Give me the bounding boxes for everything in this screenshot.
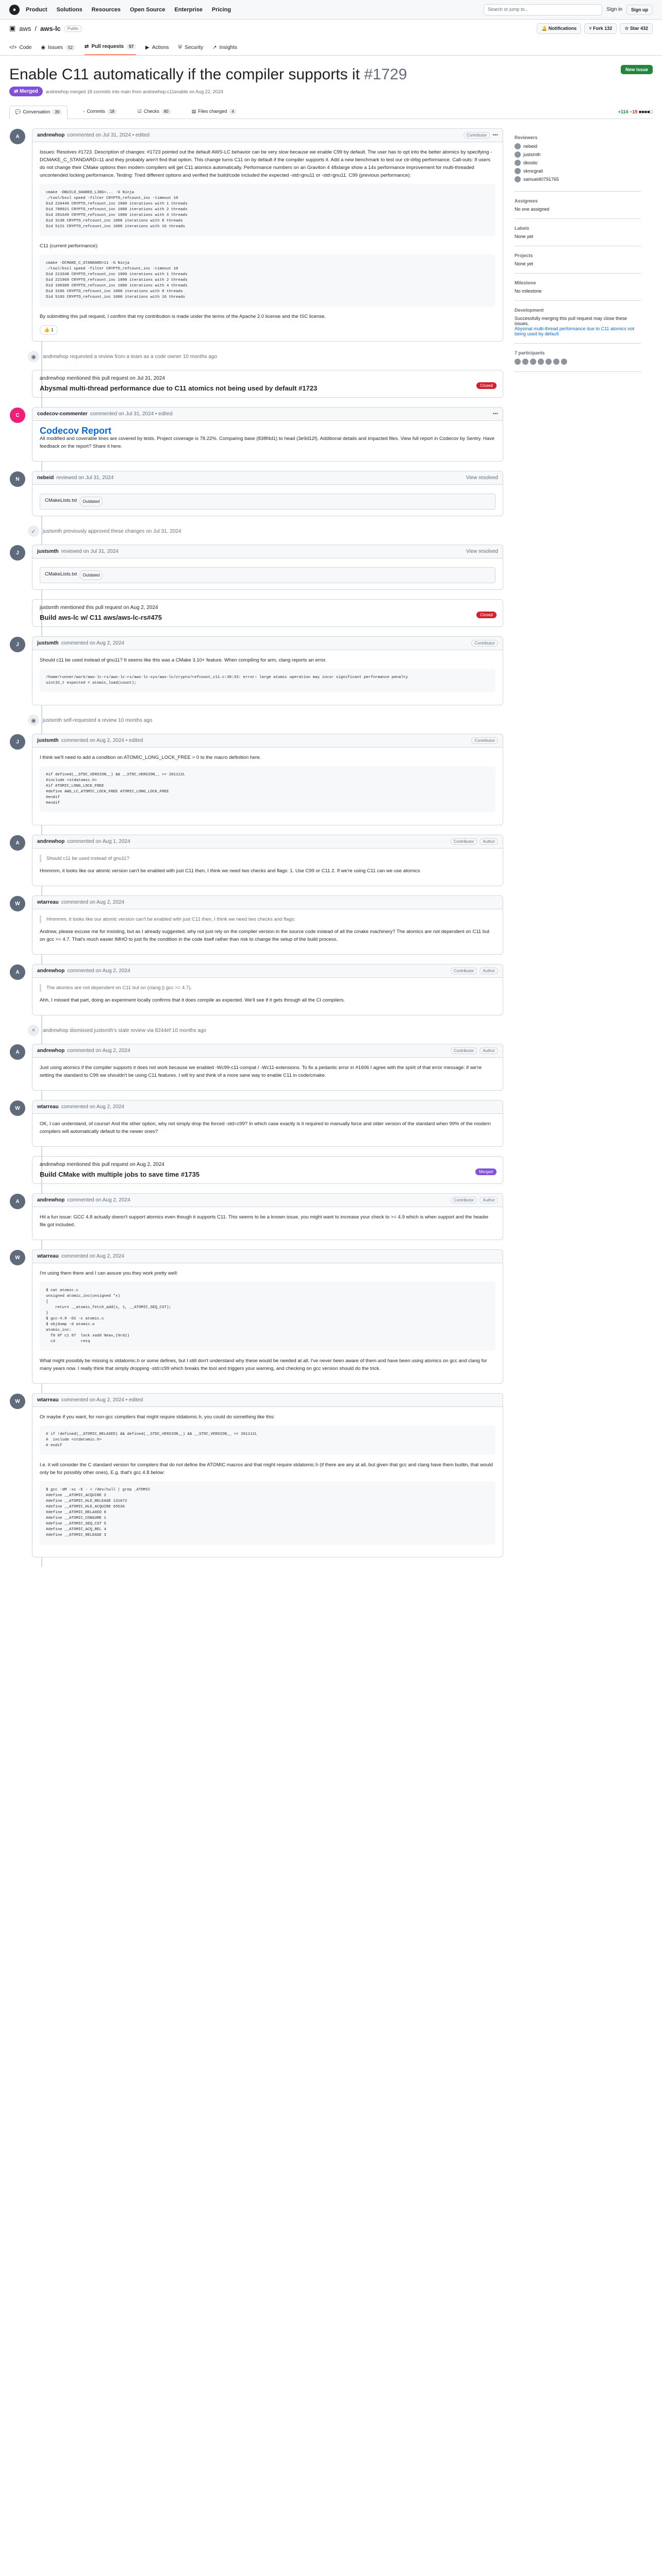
participant-avatars (515, 359, 641, 365)
eye-icon: ◉ (28, 715, 39, 726)
nav-item[interactable]: Product (26, 6, 47, 13)
avatar: J (10, 637, 25, 652)
timeline-comment: A andrewhop commented on Aug 2, 2024 Contributor Author The atomics are not dependent on C11 but on (clang || gcc >= 4.7). Ahh, I missed that part, doing an experiment locally confirms that it does compile as expected. We'll see if it gets through all the CI compilers. (32, 964, 503, 1015)
global-header (0, 0, 662, 20)
reviewer[interactable]: dkostic (515, 160, 641, 166)
mentioned-card[interactable]: justsmth mentioned this pull request on Aug 2, 2024 Build aws-lc w/ C11 aws/aws-lc-rs#475 Closed (32, 599, 503, 627)
merged-status-badge: ⇄ Merged (9, 87, 43, 96)
timeline-comment: J justsmth commented on Aug 2, 2024 • edited Contributor I think we'll need to add a condition on ATOMIC_LONG_LOCK_FREE > 0 to the macro definition here. #if defined(__STDC_VERSION__) && __STDC_VERSION__ >= 201112L #include <stdatomic.h> #if ATOMIC_LONG_LOCK_FREE #define AWS_LC_ATOMIC_LOCK_FREE ATOMIC_LONG_LOCK_FREE #endif #endif (32, 734, 503, 825)
timeline-comment: J justsmth commented on Aug 2, 2024 Contributor Should c11 be used instead of gnu11? It seems like this was a CMake 3.10+ feature. When compiling for arm, clang reports an error. /home/runner/work/aws-lc-rs/aws-lc-rs/aws-lc-sys/aws-lc/crypto/refcount_c11.c:38:33: error: large atomic operation may incur significant performance penalty uint32_t expected = atomic_load(count); (32, 636, 503, 705)
more-icon: ••• (492, 411, 498, 417)
pull-request-title: Enable C11 automatically if the compiler supports it #1729 (9, 66, 407, 83)
avatar: A (10, 1194, 25, 1209)
avatar: W (10, 1394, 25, 1409)
timeline-event: × andrewhop dismissed justsmth's stale review via 8244ef 10 months ago (28, 1025, 503, 1036)
code-block: cmake -DCMAKE_C_STANDARD=11 -G Ninja ./tool/bssl speed -filter CRYPTO_refcount_inc -timeout 10 Did 213348 CRYPTO_refcount_inc 1000 iterations with 1 threads Did 221969 CRYPTO_refcount_inc 1000 iterations with 2 threads Did 109309 CRYPTO_refcount_inc 1000 iterations with 4 threads Did 3106 CRYPTO_refcount_inc 1000 iterations with 8 threads Did 5193 CRYPTO_refcount_inc 1000 iterations with 16 threads (40, 255, 495, 307)
avatar: A (10, 835, 25, 851)
graph-icon: ↗ (212, 45, 217, 50)
check-icon: ✓ (28, 526, 39, 537)
avatar: W (10, 1250, 25, 1265)
mentioned-card[interactable]: andrewhop mentioned this pull request on Jul 31, 2024 Abysmal multi-thread performance due to C11 atomics not being used by default #1723 Closed (32, 370, 503, 398)
search-input[interactable]: Search or jump to... (484, 4, 602, 15)
global-nav (26, 7, 231, 13)
tab-issues[interactable]: ◉ Issues 52 (41, 45, 75, 55)
new-issue-button[interactable]: New issue (621, 65, 653, 74)
nav-item[interactable]: Pricing (211, 6, 231, 13)
review-comment: J justsmth reviewed on Jul 31, 2024 View resolved CMakeLists.txt Outdated (32, 545, 503, 590)
timeline-comment: A andrewhop commented on Aug 2, 2024 Contributor Author Hit a fun issue: GCC 4.8 actually doesn't support atomics even though it supports C11. This seems to be a known issue, you might want to increase your check to >= 4.9 which is when support and the header file got included. (32, 1193, 503, 1240)
sign-in-link[interactable]: Sign in (606, 7, 622, 12)
pull-request-tabs (9, 103, 653, 119)
star-button[interactable]: ☆ Star 432 (620, 23, 653, 34)
repository-header: ▣ aws / aws-lc Public 🔔 Notifications ⑂ Fork 132 ☆ Star 432 (0, 20, 662, 37)
avatar[interactable]: C (10, 408, 25, 423)
shield-icon: ⛨ (178, 45, 183, 50)
issue-icon: ◉ (41, 45, 46, 50)
nav-item[interactable]: Solutions (56, 6, 82, 13)
repo-name[interactable]: aws-lc (40, 24, 61, 32)
avatar: J (10, 734, 25, 750)
repo-icon: ▣ (9, 24, 16, 32)
nav-item[interactable]: Open Source (129, 6, 166, 13)
tab-files-changed[interactable]: ▤ Files changed 4 (187, 109, 242, 118)
tab-commits[interactable]: ◦ Commits 18 (78, 109, 122, 118)
tab-security[interactable]: ⛨ Security (178, 45, 204, 50)
nav-item[interactable]: Resources (91, 6, 121, 13)
reviewer[interactable]: skmcgrail (515, 168, 641, 174)
mentioned-card[interactable]: andrewhop mentioned this pull request on Aug 2, 2024 Build CMake with multiple jobs to save time #1735 Merged (32, 1156, 503, 1184)
pull-request-icon: ⇄ (84, 44, 89, 49)
pull-request-meta: ⇄ Merged andrewhop merged 18 commits into main from andrewhop:c11enable on Aug 22, 2024 (9, 87, 653, 96)
repo-owner[interactable]: aws (19, 24, 31, 32)
timeline-comment: W wtarreau commented on Aug 2, 2024 OK, I can understand, of course! And the other option, why not simply drop the forced -std=c99? In which case exactly is it required to manually force and older version of the standard when 99% of the modern compilers will automatically default to the newer ones? (32, 1100, 503, 1147)
repository-tabs (0, 37, 662, 56)
play-icon: ▶ (145, 45, 150, 50)
codecov-comment: C codecov-commenter commented on Jul 31, 2024 • edited ••• Codecov Report All modified and coverable lines are covered by tests. Project coverage is 78.22%. Comparing base (838f4d1) to head (3e9d12f). Additional details and impacted files. View full report in Codecov by Sentry. Have feedback on the report? Share it here. (32, 407, 503, 462)
sign-up-button[interactable]: Sign up (626, 5, 653, 15)
tab-actions[interactable]: ▶ Actions (145, 45, 169, 50)
x-icon: × (28, 1025, 39, 1036)
timeline-comment: A andrewhop commented on Jul 31, 2024 • edited Contributor ••• Issues: Resolves #1723. Description of changes: #1723 pointed out the default AWS-LC behavior can be very slow because we enable C99 by default. The user has to opt into the better atomics by specifying -DCMAKE_C_STANDARD=11 and they probably aren't find that option. This change turns C11 on by default if the compiler supports it. Add a new benchmark to test our ctr-drbg performance. Call-outs: If users do not change their CMake options then modern compilers will get C11 atomics automatically. Performance numbers on an Graviton 4 48xlarge show a 14x performance improvement for multi-threaded uncontended locking performance. Testing: Tried different options and verified the build/code included the expected -std=gnu11 or -std=gnu11. C99 (previous performance): cmake -DBUILD_SHARED_LIBS=... -G Ninja ./tool/bssl speed -filter CRYPTO_refcount_inc -timeout 10 Did 210446 CRYPTO_refcount_inc 1000 iterations with 1 threads Did 788921 CRYPTO_refcount_inc 1000 iterations with 2 threads Did 281649 CRYPTO_refcount_inc 1000 iterations with 4 threads Did 3138 CRYPTO_refcount_inc 1000 iterations with 8 threads Did 5121 CRYPTO_refcount_inc 1000 iterations with 16 threads C11 (current performance): cmake -DCMAKE_C_STANDARD=11 -G Ninja ./tool/bssl speed -filter CRYPTO_refcount_inc -timeout 10 Did 213348 CRYPTO_refcount_inc 1000 iterations with 1 threads Did 221969 CRYPTO_refcount_inc 1000 iterations with 2 threads Did 109309 CRYPTO_refcount_inc 1000 iterations with 4 threads Did 3106 CRYPTO_refcount_inc 1000 iterations with 8 threads Did 5193 CRYPTO_refcount_inc 1000 iterations with 16 threads By submitting this pull request, I confirm that my contribution is made under the terms of the Apache 2.0 license and the ISC license. 👍 1 (32, 128, 503, 342)
avatar: J (10, 545, 25, 561)
avatar[interactable]: A (10, 129, 25, 144)
timeline-comment: W wtarreau commented on Aug 2, 2024 I'm using them there and I can assure you they work pretty well: $ cat atomic.c unsigned atomic_inc(unsigned *x) { return __atomic_fetch_add(x, 1, __ATOMIC_SEQ_CST); } $ gcc-4.8 -O2 -c atomic.c $ objdump -d atomic.o atomic_inc: f0 0f c1 07 lock xadd %eax,(%rdi) c3 retq What might possibly be missing is stdatomic.h or some defines, but I still don't understand why these would be needed at all. I've never been aware of them and have been using atomics on gcc and clang for many years now. I really think that simply dropping -std=c99 which breaks the tool and triggers your warning, and checking on gcc version should do the trick. (32, 1249, 503, 1384)
notifications-button[interactable]: 🔔 Notifications (537, 23, 581, 34)
timeline-comment: W wtarreau commented on Aug 2, 2024 • edited Or maybe if you want, for non-gcc compilers that might require stdatomic.h, you could do something like this: # if !defined(__ATOMIC_RELAXED) && defined(__STDC_VERSION__) && __STDC_VERSION__ >= 201112L # include <stdatomic.h> # endif I.e. it will consider the C standard version for compilers that do not define the ATOMIC macros and that might require stdatomic.h (if there are any at all, but given that gcc and clang have them builtin, that would only be for possibly other ones). E.g. that's gcc 4.8 below: $ gcc -dM -xc -E - < /dev/null | grep _ATOMIC #define __ATOMIC_ACQUIRE 2 #define __ATOMIC_HLE_RELEASE 131072 #define __ATOMIC_HLE_ACQUIRE 65536 #define __ATOMIC_RELAXED 0 #define __ATOMIC_CONSUME 1 #define __ATOMIC_SEQ_CST 5 #define __ATOMIC_ACQ_REL 4 #define __ATOMIC_RELEASE 3 (32, 1393, 503, 1557)
timeline-event: ◉ andrewhop requested a review from a team as a code owner 10 months ago (28, 351, 503, 362)
timeline-comment: A andrewhop commented on Aug 1, 2024 Contributor Author Should c11 be used instead of gnu11? Hmmmm, it looks like our atomic version can't be enabled with just C11 then, I think we need two checks and flags: 1. Use C99 or C11 2. If we're using C11 can we use atomics (32, 835, 503, 886)
code-icon: </> (9, 45, 17, 50)
pull-request-sidebar: Reviewers nebeid justsmth dkostic skmcgrail samuel40791765 Assignees No one assigned Labels None yet Projects None yet Milestone No milestone Development Successfully merging this pull request may close these issues. Abysmal multi-thread performance due to C11 atomics not being used by default 7 participants (515, 128, 641, 1567)
reaction-button[interactable]: 👍 1 (40, 325, 58, 335)
avatar: A (10, 1044, 25, 1060)
conversation-timeline (9, 128, 503, 1567)
avatar: W (10, 896, 25, 911)
review-comment: N nebeid reviewed on Jul 31, 2024 View resolved CMakeLists.txt Outdated (32, 471, 503, 516)
tab-code[interactable]: </> Code (9, 45, 32, 50)
linked-issue[interactable]: Abysmal multi-thread performance due to C11 atomics not being used by default (515, 326, 634, 336)
avatar: W (10, 1100, 25, 1116)
tab-insights[interactable]: ↗ Insights (212, 45, 238, 50)
reviewer[interactable]: justsmth (515, 151, 641, 158)
reviewer[interactable]: samuel40791765 (515, 176, 641, 182)
diff-stat: +114 −19 ■■■■□ (618, 109, 653, 114)
tab-pull-requests[interactable]: ⇄ Pull requests 57 (85, 44, 136, 55)
tab-checks[interactable]: ☑ Checks 80 (133, 109, 176, 118)
timeline-comment: W wtarreau commented on Aug 2, 2024 Hmmmm, it looks like our atomic version can't be enabled with just C11 then, I think we need two checks and flags: Andrew, please excuse me for insisting, but as I already suggested, why not just rely on the compiler version in the source code instead of all the cmake machinery? The atomics are not dependent on C11 but on gcc >= 4.7. That's much easier IMHO to just fix the condition in the code itself rather than risk to change the setup of the build process. (32, 895, 503, 955)
avatar: N (10, 471, 25, 487)
timeline-comment: A andrewhop commented on Aug 2, 2024 Contributor Author Just using atomics if the compiler supports it does not work because we enabled -Wc99-c11-compat / -Wc11-extensions. To fix a pedantic error in #1606 I agree with the spirit of that error message: if we're setting the standard to C99 we shouldn't be using C11 features. I will try and think of a more sane way to enable C11 in code/cmake. (32, 1044, 503, 1091)
avatar: A (10, 964, 25, 980)
tab-conversation[interactable]: 💬 Conversation 39 (9, 106, 68, 119)
github-logo-icon[interactable]: ● (9, 5, 20, 15)
visibility-badge: Public (64, 25, 82, 32)
timeline-event: ◉ justsmth self-requested a review 10 months ago (28, 715, 503, 726)
nav-item[interactable]: Enterprise (174, 6, 203, 13)
fork-button[interactable]: ⑂ Fork 132 (584, 23, 617, 34)
timeline-event: ✓ justsmth previously approved these changes on Jul 31, 2024 (28, 526, 503, 537)
eye-icon: ◉ (28, 351, 39, 362)
more-icon: ••• (492, 132, 498, 138)
reviewer[interactable]: nebeid (515, 143, 641, 149)
code-block: cmake -DBUILD_SHARED_LIBS=... -G Ninja ./tool/bssl speed -filter CRYPTO_refcount_inc -timeout 10 Did 210446 CRYPTO_refcount_inc 1000 iterations with 1 threads Did 788921 CRYPTO_refcount_inc 1000 iterations with 2 threads Did 281649 CRYPTO_refcount_inc 1000 iterations with 4 threads Did 3138 CRYPTO_refcount_inc 1000 iterations with 8 threads Did 5121 CRYPTO_refcount_inc 1000 iterations with 16 threads (40, 184, 495, 236)
